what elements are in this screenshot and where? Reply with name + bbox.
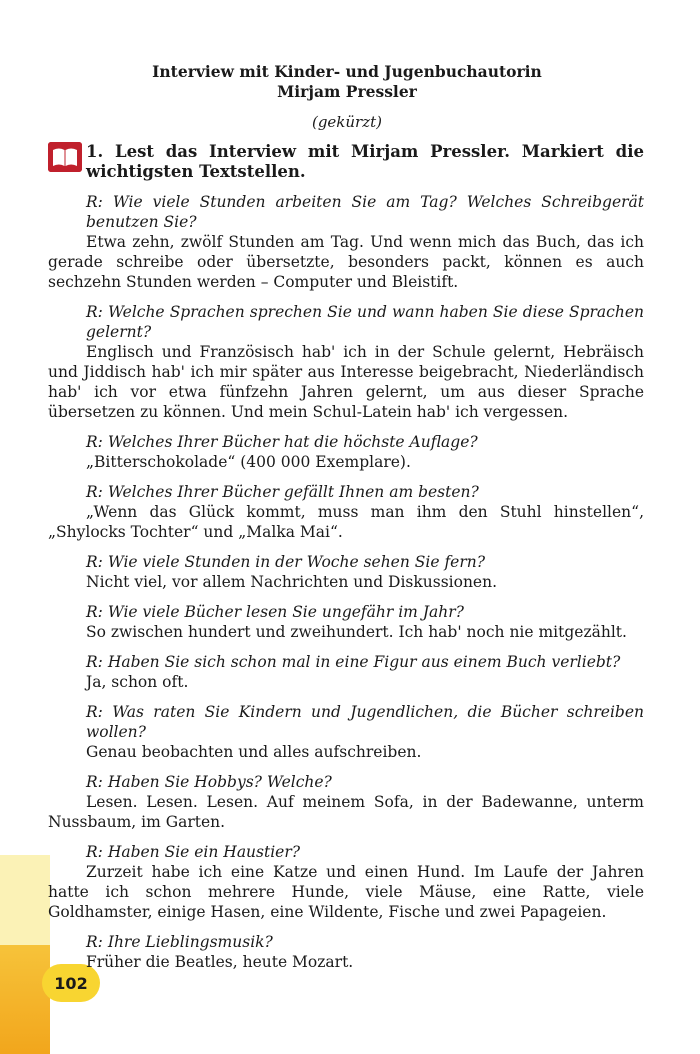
book-icon xyxy=(48,142,82,172)
question: R: Welche Sprachen sprechen Sie und wann haben Sie diese Sprachen gelernt? xyxy=(86,303,644,341)
qa-item xyxy=(48,482,644,542)
qa-item xyxy=(48,552,644,592)
question: R: Wie viele Stunden arbeiten Sie am Tag? Welches Schreibgerät benutzen Sie? xyxy=(86,193,644,231)
task-text: 1. Lest das Interview mit Mirjam Pressler. Markiert die wichtigsten Textstellen. xyxy=(86,142,644,181)
answer: „Wenn das Glück kommt, muss man ihm den Stuhl hinstellen“, „Shylocks Tochter“ und „Malka Mai“. xyxy=(48,503,644,541)
answer: Zurzeit habe ich eine Katze und einen Hund. Im Laufe der Jahren hatte ich schon mehrere Hunde, viele Mäuse, eine Ratte, viele Goldhamster, einige Hasen, eine Wildente, Fische und zwei Papageien. xyxy=(48,863,644,921)
title-line-2: Mirjam Pressler xyxy=(277,82,417,101)
side-decoration-upper xyxy=(0,855,50,945)
answer: „Bitterschokolade“ (400 000 Exemplare). xyxy=(86,453,411,471)
answer: Ja, schon oft. xyxy=(86,673,189,691)
answer: Lesen. Lesen. Lesen. Auf meinem Sofa, in der Badewanne, unterm Nussbaum, im Garten. xyxy=(48,793,644,831)
qa-item xyxy=(48,932,644,972)
qa-item xyxy=(48,432,644,472)
question: R: Ihre Lieblingsmusik? xyxy=(86,933,273,951)
answer: Nicht viel, vor allem Nachrichten und Diskussionen. xyxy=(86,573,498,591)
answer: Etwa zehn, zwölf Stunden am Tag. Und wenn mich das Buch, das ich gerade schreibe oder übersetzte, besonders packt, können es auch sechzehn Stunden werden – Computer und Bleistift. xyxy=(48,233,644,291)
qa-item xyxy=(48,842,644,922)
answer: Früher die Beatles, heute Mozart. xyxy=(86,953,354,971)
task-instruction xyxy=(48,142,644,182)
page-content xyxy=(48,62,644,972)
question: R: Wie viele Bücher lesen Sie ungefähr im Jahr? xyxy=(86,603,464,621)
qa-item xyxy=(48,192,644,292)
question: R: Was raten Sie Kindern und Jugendlichen, die Bücher schreiben wollen? xyxy=(86,703,644,741)
answer: Genau beobachten und alles aufschreiben. xyxy=(86,743,422,761)
question: R: Haben Sie Hobbys? Welche? xyxy=(86,773,332,791)
page-number: 102 xyxy=(42,964,100,1002)
qa-item xyxy=(48,702,644,762)
qa-item xyxy=(48,772,644,832)
title-line-1: Interview mit Kinder- und Jugenbuchautorin xyxy=(152,62,542,81)
qa-item xyxy=(48,652,644,692)
question: R: Welches Ihrer Bücher hat die höchste Auflage? xyxy=(86,433,478,451)
interview-list xyxy=(48,192,644,972)
side-decoration-lower xyxy=(0,945,50,1054)
page-title xyxy=(108,62,586,102)
question: R: Haben Sie sich schon mal in eine Figur aus einem Buch verliebt? xyxy=(86,653,621,671)
answer: So zwischen hundert und zweihundert. Ich hab' noch nie mitgezählt. xyxy=(86,623,627,641)
qa-item xyxy=(48,602,644,642)
answer: Englisch und Französisch hab' ich in der Schule gelernt, Hebräisch und Jiddisch hab' ich mir später aus Interesse beigebracht, Niederländisch hab' ich vor etwa fünfzehn Jahren gelernt, um aus dieser Sprache übersetzen zu können. Und mein Schul-Latein hab' ich vergessen. xyxy=(48,343,644,421)
qa-item xyxy=(48,302,644,422)
question: R: Haben Sie ein Haustier? xyxy=(86,843,301,861)
question: R: Wie viele Stunden in der Woche sehen Sie fern? xyxy=(86,553,486,571)
question: R: Welches Ihrer Bücher gefällt Ihnen am besten? xyxy=(86,483,479,501)
subtitle: (gekürzt) xyxy=(311,113,383,131)
